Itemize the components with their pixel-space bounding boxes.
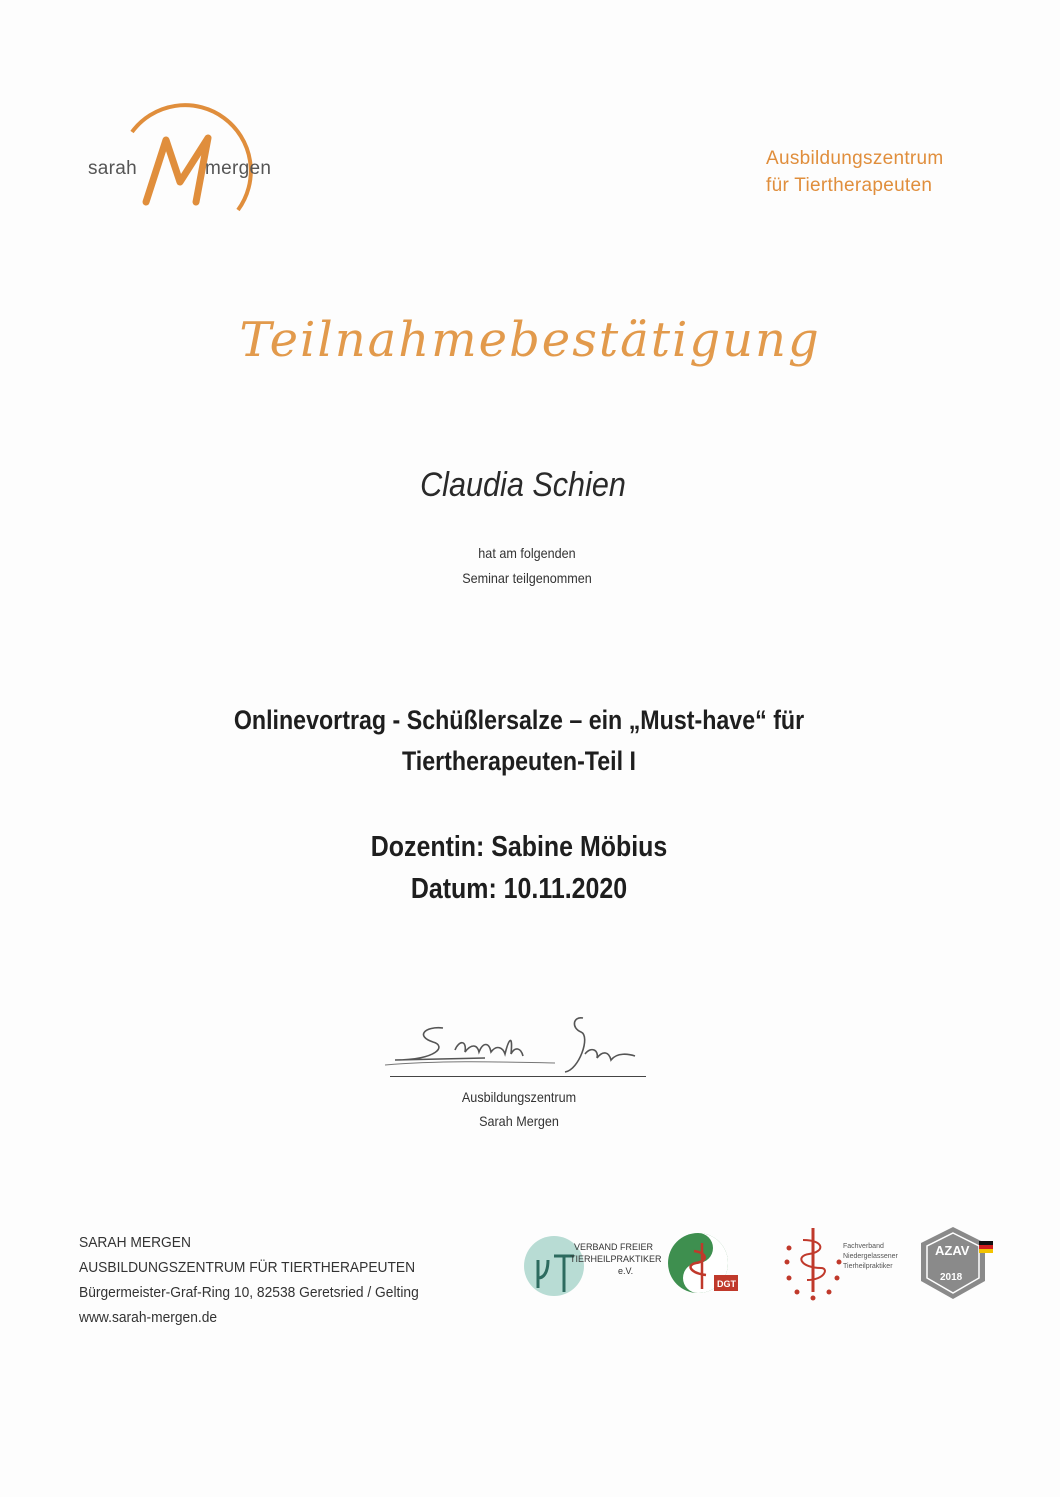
participant-name: Claudia Schien xyxy=(420,466,626,504)
seminar-details xyxy=(73,826,966,910)
azav-label: AZAV xyxy=(935,1243,970,1258)
lecturer: Dozentin: Sabine Möbius xyxy=(370,831,668,863)
dgt-badge xyxy=(662,1225,742,1305)
footer-line-1: SARAH MERGEN xyxy=(79,1234,191,1251)
logo-text-left: sarah xyxy=(88,158,138,179)
fachverband-line-1: Fachverband xyxy=(843,1243,884,1250)
seminar-title-line-1: Onlinevortrag - Schüßlersalze – ein „Must-have“ für xyxy=(233,705,805,735)
certificate-title: Teilnahmebestätigung xyxy=(239,312,821,368)
sarah-mergen-logo xyxy=(88,110,288,232)
fachverband-badge xyxy=(775,1222,900,1307)
signature-caption-2: Sarah Mergen xyxy=(479,1113,559,1129)
azav-badge xyxy=(915,1225,1005,1305)
azav-year: 2018 xyxy=(940,1272,963,1283)
vfth-line-3: e.V. xyxy=(618,1266,634,1276)
membership-badges xyxy=(510,1210,1010,1310)
seminar-title-line-2: Tiertherapeuten-Teil I xyxy=(402,746,636,776)
organization-line-1: Ausbildungszentrum xyxy=(766,148,944,169)
vfth-line-1: VERBAND FREIER xyxy=(574,1242,654,1252)
footer-line-2: AUSBILDUNGSZENTRUM FÜR TIERTHERAPEUTEN xyxy=(79,1259,416,1276)
vfth-badge xyxy=(518,1220,662,1310)
dgt-label: DGT xyxy=(717,1279,736,1289)
fachverband-line-3: Tierheilpraktiker xyxy=(843,1263,893,1270)
seminar-title xyxy=(73,700,966,782)
fachverband-line-2: Niedergelassener xyxy=(843,1253,898,1260)
subline-1: hat am folgenden xyxy=(478,545,576,561)
logo-text-right: mergen xyxy=(205,158,272,179)
organization-line-2: für Tiertherapeuten xyxy=(766,175,933,196)
footer-line-3: Bürgermeister-Graf-Ring 10, 82538 Geretsried / Gelting xyxy=(79,1284,419,1301)
vfth-line-2: TIERHEILPRAKTIKER xyxy=(570,1254,662,1264)
subline-2: Seminar teilgenommen xyxy=(462,570,592,586)
organization-header xyxy=(766,145,1026,199)
handwritten-signature xyxy=(385,1010,655,1080)
signature-caption-1: Ausbildungszentrum xyxy=(461,1089,577,1105)
footer-address xyxy=(79,1230,419,1330)
footer-line-4: www.sarah-mergen.de xyxy=(79,1309,218,1326)
seminar-date: Datum: 10.11.2020 xyxy=(410,873,628,905)
signature-line xyxy=(390,1076,646,1077)
